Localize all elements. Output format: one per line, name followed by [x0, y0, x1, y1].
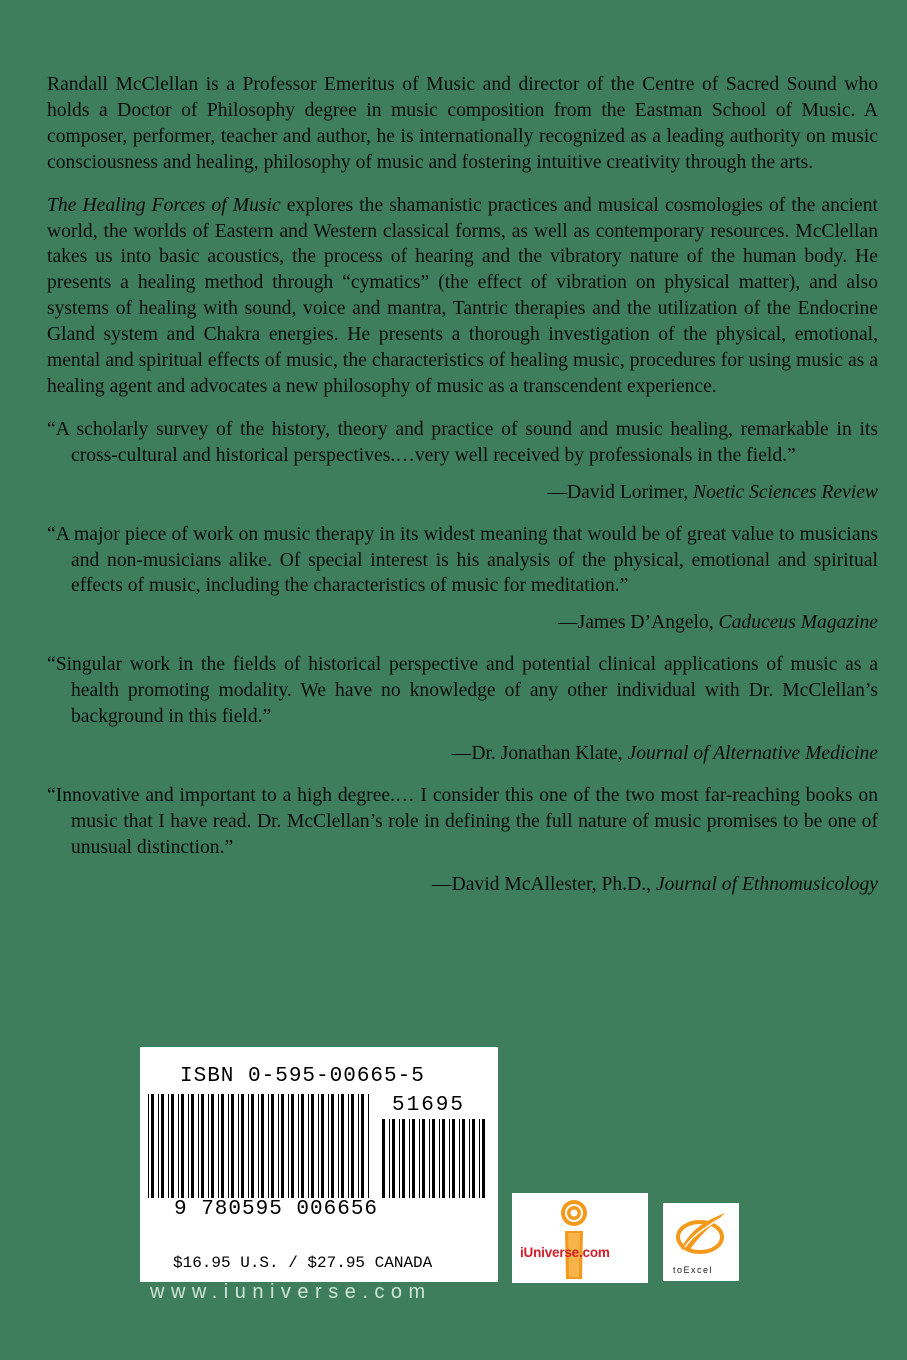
barcode-panel [140, 1047, 498, 1282]
review-author: —David McAllester, Ph.D., [431, 873, 656, 895]
iuniverse-logo [512, 1193, 648, 1283]
review-author: —Dr. Jonathan Klate, [451, 742, 628, 764]
review-attribution [47, 480, 878, 506]
review-author: —David Lorimer, [547, 481, 694, 503]
review-quote: “A scholarly survey of the history, theory and practice of sound and music healing, remarkable in its cross-cultural and historical perspectives.…very well received by professionals in the field.” [47, 418, 878, 466]
review-attribution [47, 872, 878, 898]
review-publication: Caduceus Magazine [718, 612, 878, 634]
price-label: $16.95 U.S. / $27.95 CANADA [173, 1254, 433, 1272]
back-cover-text [47, 72, 878, 913]
review-quote: “Innovative and important to a high degree.… I consider this one of the two most far-reaching books on music that I have read. Dr. McClellan’s role in defining the full nature of music promises to be one of unusual distinction.” [47, 784, 878, 858]
author-bio: Randall McClellan is a Professor Emeritus of Music and director of the Centre of Sacred Sound who holds a Doctor of Philosophy degree in music composition from the Eastman School of Music. A composer, performer, teacher and author, he is internationally recognized as a leading authority on music consciousness and healing, philosophy of music and fostering intuitive creativity through the arts. [47, 74, 878, 173]
review [47, 522, 878, 637]
iuniverse-logo-icon [512, 1193, 648, 1283]
review-attribution [47, 610, 878, 636]
website-url: www.iuniverse.com [150, 1281, 432, 1303]
iuniverse-logo-text: iUniverse.com [520, 1245, 610, 1260]
barcode-digits: 9 780595 006656 [174, 1198, 379, 1221]
review [47, 417, 878, 506]
toexcel-logo-text: toExcel [673, 1265, 714, 1275]
toexcel-logo [663, 1203, 739, 1281]
book-summary [47, 193, 878, 400]
barcode-addon-number: 51695 [392, 1094, 466, 1117]
review-publication: Journal of Ethnomusicology [655, 873, 878, 895]
review-publication: Journal of Alternative Medicine [627, 742, 878, 764]
book-title: The Healing Forces of Music [47, 194, 281, 216]
review-quote: “Singular work in the fields of historical perspective and potential clinical applications of music as a health promoting modality. We have no knowledge of any other individual with Dr. McClellan’s background in this field.” [47, 654, 878, 728]
summary-text: explores the shamanistic practices and musical cosmologies of the ancient world, the worlds of Eastern and Western classical forms, as well as contemporary resources. McClellan takes us into basic acoustics, the process of hearing and the vibratory nature of the human body. He presents a healing method through “cymatics” (the effect of vibration on physical matter), and also systems of healing with sound, voice and mantra, Tantric therapies and the utilization of the Endocrine Gland system and Chakra energies. He presents a thorough investigation of the physical, emotional, mental and spiritual effects of music, the characteristics of healing music, procedures for using music as a healing agent and advocates a new philosophy of music as a transcendent experience. [47, 194, 878, 397]
review-quote: “A major piece of work on music therapy in its widest meaning that would be of great value to musicians and non-musicians alike. Of special interest is his analysis of the physical, emotional and spiritual effects of music, including the characteristics of music for meditation.” [47, 523, 878, 597]
barcode-main-bars [146, 1094, 372, 1198]
review-attribution [47, 741, 878, 767]
review [47, 652, 878, 767]
isbn-label: ISBN 0-595-00665-5 [180, 1065, 425, 1088]
barcode-addon-bars [380, 1119, 488, 1198]
toexcel-swoosh-icon [663, 1203, 739, 1265]
review-publication: Noetic Sciences Review [693, 481, 878, 503]
review-author: —James D’Angelo, [558, 612, 719, 634]
review [47, 783, 878, 898]
